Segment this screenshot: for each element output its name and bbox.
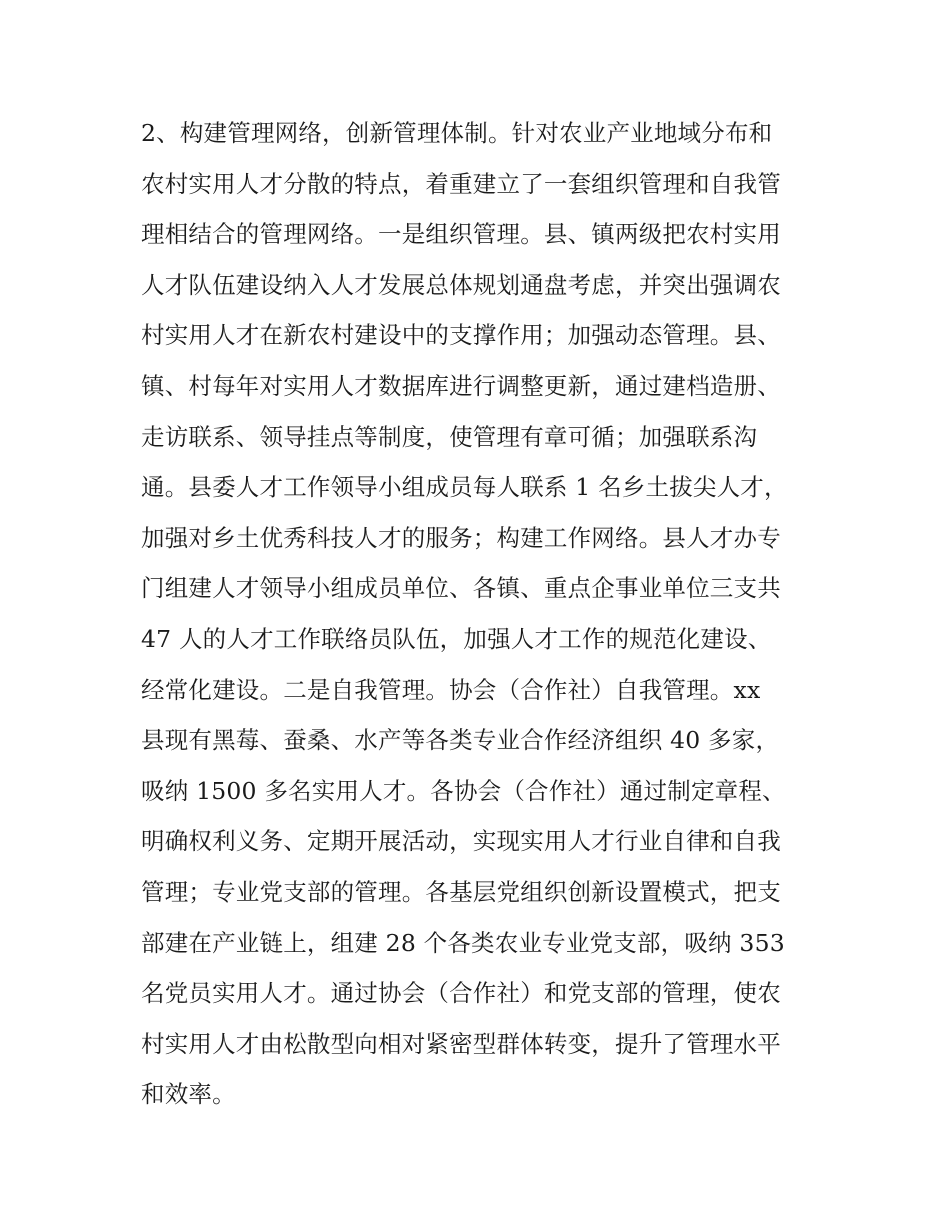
paragraph-line: 理相结合的管理网络。一是组织管理。县、镇两级把农村实用	[141, 220, 781, 249]
paragraph-line: 名党员实用人才。通过协会（合作社）和党支部的管理，使农	[141, 979, 781, 1008]
body-paragraph	[141, 108, 821, 1120]
paragraph-line: 门组建人才领导小组成员单位、各镇、重点企事业单位三支共	[141, 574, 781, 603]
paragraph-line: 管理；专业党支部的管理。各基层党组织创新设置模式，把支	[141, 877, 781, 906]
paragraph-line: 部建在产业链上，组建 28 个各类农业专业党支部，吸纳 353	[141, 928, 785, 957]
paragraph-line: 和效率。	[141, 1080, 236, 1109]
paragraph-line: 加强对乡土优秀科技人才的服务；构建工作网络。县人才办专	[141, 523, 781, 552]
paragraph-line: 经常化建设。二是自我管理。协会（合作社）自我管理。xx	[141, 675, 761, 704]
paragraph-line: 农村实用人才分散的特点，着重建立了一套组织管理和自我管	[141, 169, 781, 198]
paragraph-line: 镇、村每年对实用人才数据库进行调整更新，通过建档造册、	[141, 371, 781, 400]
paragraph-line: 2、构建管理网络，创新管理体制。针对农业产业地域分布和	[141, 119, 773, 147]
paragraph-line: 村实用人才由松散型向相对紧密型群体转变，提升了管理水平	[141, 1029, 781, 1058]
paragraph-line: 人才队伍建设纳入人才发展总体规划通盘考虑，并突出强调农	[141, 270, 781, 299]
paragraph-line: 吸纳 1500 多名实用人才。各协会（合作社）通过制定章程、	[141, 776, 786, 805]
paragraph-line: 通。县委人才工作领导小组成员每人联系 1 名乡土拔尖人才，	[141, 473, 788, 502]
paragraph-line: 县现有黑莓、蚕桑、水产等各类专业合作经济组织 40 多家，	[141, 726, 780, 755]
paragraph-line: 47 人的人才工作联络员队伍，加强人才工作的规范化建设、	[141, 624, 772, 653]
paragraph-line: 明确权利义务、定期开展活动，实现实用人才行业自律和自我	[141, 827, 781, 856]
paragraph-line: 走访联系、领导挂点等制度，使管理有章可循；加强联系沟	[141, 422, 758, 451]
paragraph-line: 村实用人才在新农村建设中的支撑作用；加强动态管理。县、	[141, 321, 781, 350]
